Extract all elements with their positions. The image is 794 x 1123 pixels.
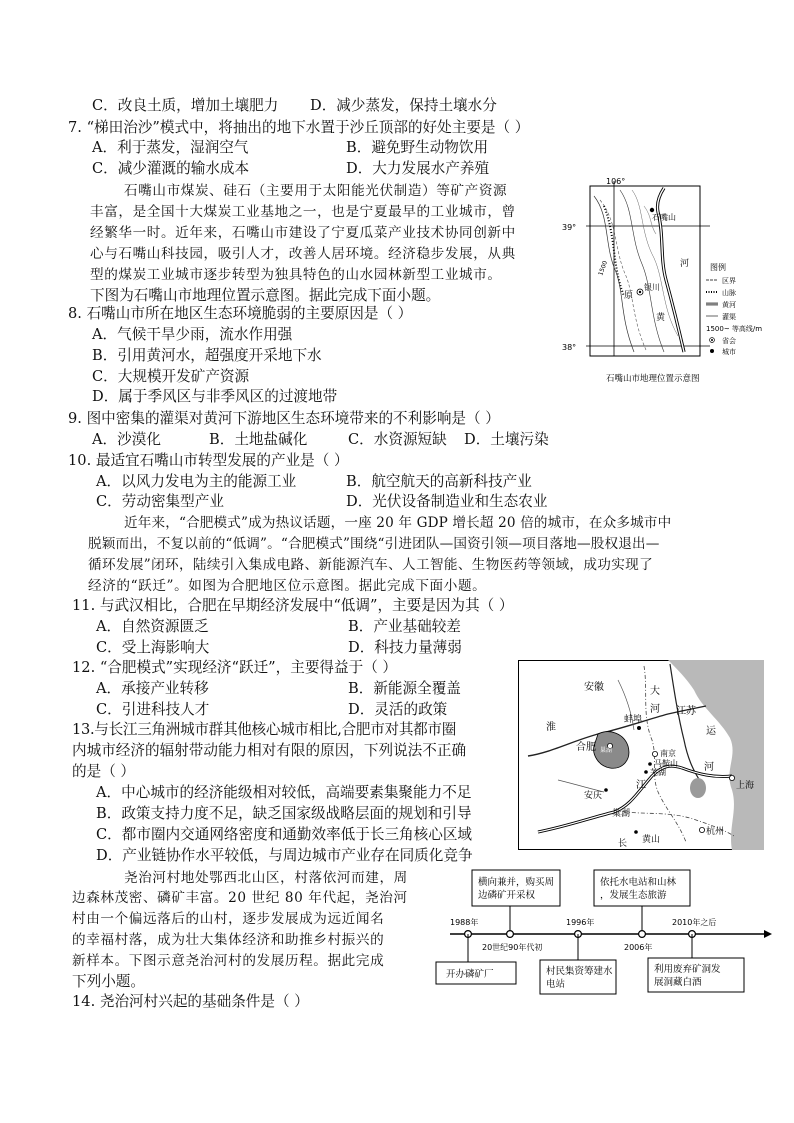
q7-option-a: A．利于蒸发，湿润空气 xyxy=(92,139,249,156)
q10-option-d: D．光伏设备制造业和生态农业 xyxy=(346,493,548,510)
map-label-jiangsu: 江苏 xyxy=(676,706,696,717)
river-char-huang: 黄 xyxy=(656,313,666,323)
question-10: 10. 最适宜石嘴山市转型发展的产业是（ ） xyxy=(68,452,349,469)
map-label-nanjing: 南京 xyxy=(660,749,676,758)
passage-2-line: 经济的“跃迁”。如图为合肥地区位示意图。据此完成下面小题。 xyxy=(88,578,487,594)
map-label-yun: 运 xyxy=(706,726,716,737)
plain-char-yuan: 原 xyxy=(624,291,634,301)
timeline-box-bottom-text: 村民集资筹建水电站 xyxy=(546,966,613,990)
map-label-chao: 巢湖 xyxy=(600,747,613,754)
q7-option-c: C．减少灌溉的输水成本 xyxy=(92,160,250,177)
q11-option-a: A．自然资源匮乏 xyxy=(96,618,209,635)
q13-option-c: C．都市圈内交通网络密度和通勤效率低于长三角核心区域 xyxy=(96,826,473,843)
map-frame xyxy=(590,186,700,356)
question-13: 内城市经济的辐射带动能力相对有限的原因，下列说法不正确 xyxy=(72,742,467,759)
passage-3-line: 新样本。下图示意尧治河村的发展历程。据此完成 xyxy=(72,953,385,969)
map-label-da: 大 xyxy=(650,686,660,697)
shizuishan-label: 石嘴山 xyxy=(652,213,676,222)
passage-2-line: 脱颖而出，不复以前的“低调”。“合肥模式”围绕“引进团队—国资引领—项目落地—股权退出— xyxy=(88,536,660,552)
map-label-anqing: 安庆 xyxy=(584,791,603,801)
shizuishan-city-marker xyxy=(650,208,654,212)
passage-3-line: 下列小题。 xyxy=(72,973,145,990)
shanghai-city-marker xyxy=(729,775,734,780)
timeline-box-top-text: 依托水电站和山林，发展生态旅游 xyxy=(600,877,677,901)
lat-39-label: 39° xyxy=(562,223,577,232)
yinchuan-label: 银川 xyxy=(644,283,660,292)
question-7: 7. “梯田治沙”模式中，将抽出的地下水置于沙丘顶部的好处主要是（ ） xyxy=(68,119,530,136)
legend-item: 山脉 xyxy=(722,289,736,297)
q8-option-c: C．大规模开发矿产资源 xyxy=(92,368,250,385)
passage-2-line: 近年来，“合肥模式”成为热议话题，一座 20 年 GDP 增长超 20 倍的城市，在众多城市中 xyxy=(124,515,672,531)
shizuishan-location-map xyxy=(560,176,772,388)
lat-38-label: 38° xyxy=(562,343,577,352)
q13-option-d: D．产业链协作水平较低，与周边城市产业存在同质化竞争 xyxy=(96,847,473,864)
timeline-box-bottom-text: 利用废弃矿洞发展洞藏白酒 xyxy=(654,964,721,988)
legend-item: 区界 xyxy=(722,277,736,285)
map-caption: 石嘴山市地理位置示意图 xyxy=(606,374,700,384)
passage-1-line: 心与石嘴山科技园，吸引人才，改善人居环境。经济稳步发展，从典 xyxy=(90,246,516,262)
passage-2-line: 循环发展”闭环，陆续引入集成电路、新能源汽车、人工智能、生物医药等领域，成功实现了 xyxy=(88,557,654,573)
map-label-chang: 长 xyxy=(618,839,628,849)
timeline-year: 1996年 xyxy=(566,918,595,927)
yinchuan-capital-dot xyxy=(639,291,641,293)
passage-1-line: 石嘴山市煤炭、硅石（主要用于太阳能光伏制造）等矿产资源 xyxy=(124,183,508,199)
q11-option-b: B．产业基础较差 xyxy=(348,618,461,635)
q6-option-d: D．减少蒸发，保持土壤水分 xyxy=(310,97,497,114)
q6-option-c: C．改良土质，增加土壤肥力 xyxy=(92,97,279,114)
q9-option-a: A．沙漠化 xyxy=(92,431,161,448)
passage-3-line: 的幸福村落，成为壮大集体经济和助推乡村振兴的 xyxy=(72,932,385,948)
question-8: 8. 石嘴山市所在地区生态环境脆弱的主要原因是（ ） xyxy=(68,305,413,322)
wuhu-city-marker xyxy=(644,770,648,774)
contour-1500-label: 1500 xyxy=(597,259,610,277)
map-label-maanshan: 马鞍山 xyxy=(654,759,678,768)
nanjing-city-marker xyxy=(652,751,657,756)
timeline-year: 20世纪90年代初 xyxy=(482,943,543,952)
map-label-he: 河 xyxy=(650,704,660,715)
question-9: 9. 图中密集的灌渠对黄河下游地区生态环境带来的不利影响是（ ） xyxy=(68,410,500,427)
q10-option-b: B．航空航天的高新科技产业 xyxy=(346,473,532,490)
q12-option-a: A．承接产业转移 xyxy=(96,680,209,697)
timeline-node xyxy=(507,931,514,938)
timeline-arrowhead xyxy=(764,930,772,938)
q12-option-c: C．引进科技人才 xyxy=(96,701,210,718)
passage-3-line: 尧治河村地处鄂西北山区，村落依河而建，周 xyxy=(124,870,408,886)
map-label-shanghai: 上海 xyxy=(736,781,755,791)
river-char-he: 河 xyxy=(680,259,690,269)
map-label-jiang: 江 xyxy=(636,780,646,791)
q9-option-b: B．土地盐碱化 xyxy=(209,431,308,448)
map-label-bengbu: 蚌埠 xyxy=(624,715,643,725)
yaozhihe-timeline xyxy=(434,868,774,996)
q10-option-c: C．劳动密集型产业 xyxy=(96,493,224,510)
legend-title: 图例 xyxy=(710,263,726,272)
bengbu-city-marker xyxy=(637,726,641,730)
q8-option-b: B．引用黄河水，超强度开采地下水 xyxy=(92,347,322,364)
passage-1-line: 下图为石嘴山市地理位置示意图。据此完成下面小题。 xyxy=(90,287,441,304)
q13-option-b: B．政策支持力度不足，缺乏国家级战略层面的规划和引导 xyxy=(96,805,472,822)
timeline-box-top-text: 横向兼并，购买周边磷矿开采权 xyxy=(478,877,555,901)
maanshan-city-marker xyxy=(648,762,652,766)
legend-item: 黄河 xyxy=(722,301,736,309)
q8-option-a: A．气候干旱少雨，流水作用强 xyxy=(92,326,293,343)
timeline-node xyxy=(639,931,646,938)
legend-capital-dot xyxy=(711,339,713,341)
map-label-wuhu: 芜湖 xyxy=(650,768,666,777)
q11-option-d: D．科技力量薄弱 xyxy=(348,639,462,656)
timeline-box-bottom-text: 开办磷矿厂 xyxy=(446,969,494,980)
map-label-he-right: 河 xyxy=(704,762,714,773)
lon-106-label: 106° xyxy=(606,177,626,186)
passage-1-line: 型的煤炭工业城市逐步转型为独具特色的山水园林新型工业城市。 xyxy=(90,267,502,283)
q11-option-c: C．受上海影响大 xyxy=(96,639,210,656)
q12-option-b: B．新能源全覆盖 xyxy=(348,680,461,697)
q7-option-b: B．避免野生动物饮用 xyxy=(346,139,489,156)
passage-1-line: 经繁华一时。近年来，石嘴山市建设了宁夏瓜菜产业技术协同创新中 xyxy=(90,225,516,241)
legend-item: 1500~ 等高线/m xyxy=(706,325,763,333)
q9-option-d: D．土壤污染 xyxy=(464,431,549,448)
legend-item: 省会 xyxy=(722,337,736,345)
question-14: 14. 尧治河村兴起的基础条件是（ ） xyxy=(72,993,309,1010)
passage-1-line: 丰富，是全国十大煤炭工业基地之一，也是宁夏最早的工业城市，曾 xyxy=(90,204,516,220)
q12-option-d: D．灵活的政策 xyxy=(348,701,448,718)
question-13: 的是（ ） xyxy=(72,763,136,780)
legend-item: 城市 xyxy=(722,348,736,356)
map-label-huangshan: 黄山 xyxy=(642,835,661,845)
question-13: 13.与长江三角洲城市群其他核心城市相比,合肥市对其都市圈 xyxy=(72,721,456,738)
map-label-huai: 淮 xyxy=(546,722,556,733)
timeline-year: 1988年 xyxy=(450,918,479,927)
passage-3-line: 边森林茂密、磷矿丰富。20 世纪 80 年代起，尧治河 xyxy=(72,890,408,906)
map-label-hangzhou: 杭州 xyxy=(706,827,725,837)
legend-item: 灌渠 xyxy=(722,313,736,321)
legend-city-swatch xyxy=(710,349,714,353)
q10-option-a: A．以风力发电为主的能源工业 xyxy=(96,473,297,490)
hefei-region-map xyxy=(518,660,764,850)
q9-option-c: C．水资源短缺 xyxy=(348,431,447,448)
question-11: 11. 与武汉相比，合肥在早期经济发展中“低调”，主要是因为其（ ） xyxy=(72,597,514,614)
passage-3-line: 村由一个偏远落后的山村，逐步发展成为远近闻名 xyxy=(72,911,385,927)
q8-option-d: D．属于季风区与非季风区的过渡地带 xyxy=(92,388,338,405)
huangshan-city-marker xyxy=(634,830,638,834)
q13-option-a: A．中心城市的经济能级相对较低，高端要素集聚能力不足 xyxy=(96,784,472,801)
map-label-hefei: 合肥 xyxy=(576,742,596,753)
question-12: 12. “合肥模式”实现经济“跃迁”，主要得益于（ ） xyxy=(72,659,398,676)
map-label-anhui: 安徽 xyxy=(584,682,604,693)
tai-lake xyxy=(690,778,706,798)
timeline-year: 2006年 xyxy=(624,943,653,952)
hangzhou-city-marker xyxy=(699,827,704,832)
q7-option-d: D．大力发展水产养殖 xyxy=(346,160,490,177)
map-label-chaohu-lake: 巢湖 xyxy=(612,809,631,819)
anqing-city-marker xyxy=(604,788,608,792)
timeline-year: 2010年之后 xyxy=(672,918,717,927)
